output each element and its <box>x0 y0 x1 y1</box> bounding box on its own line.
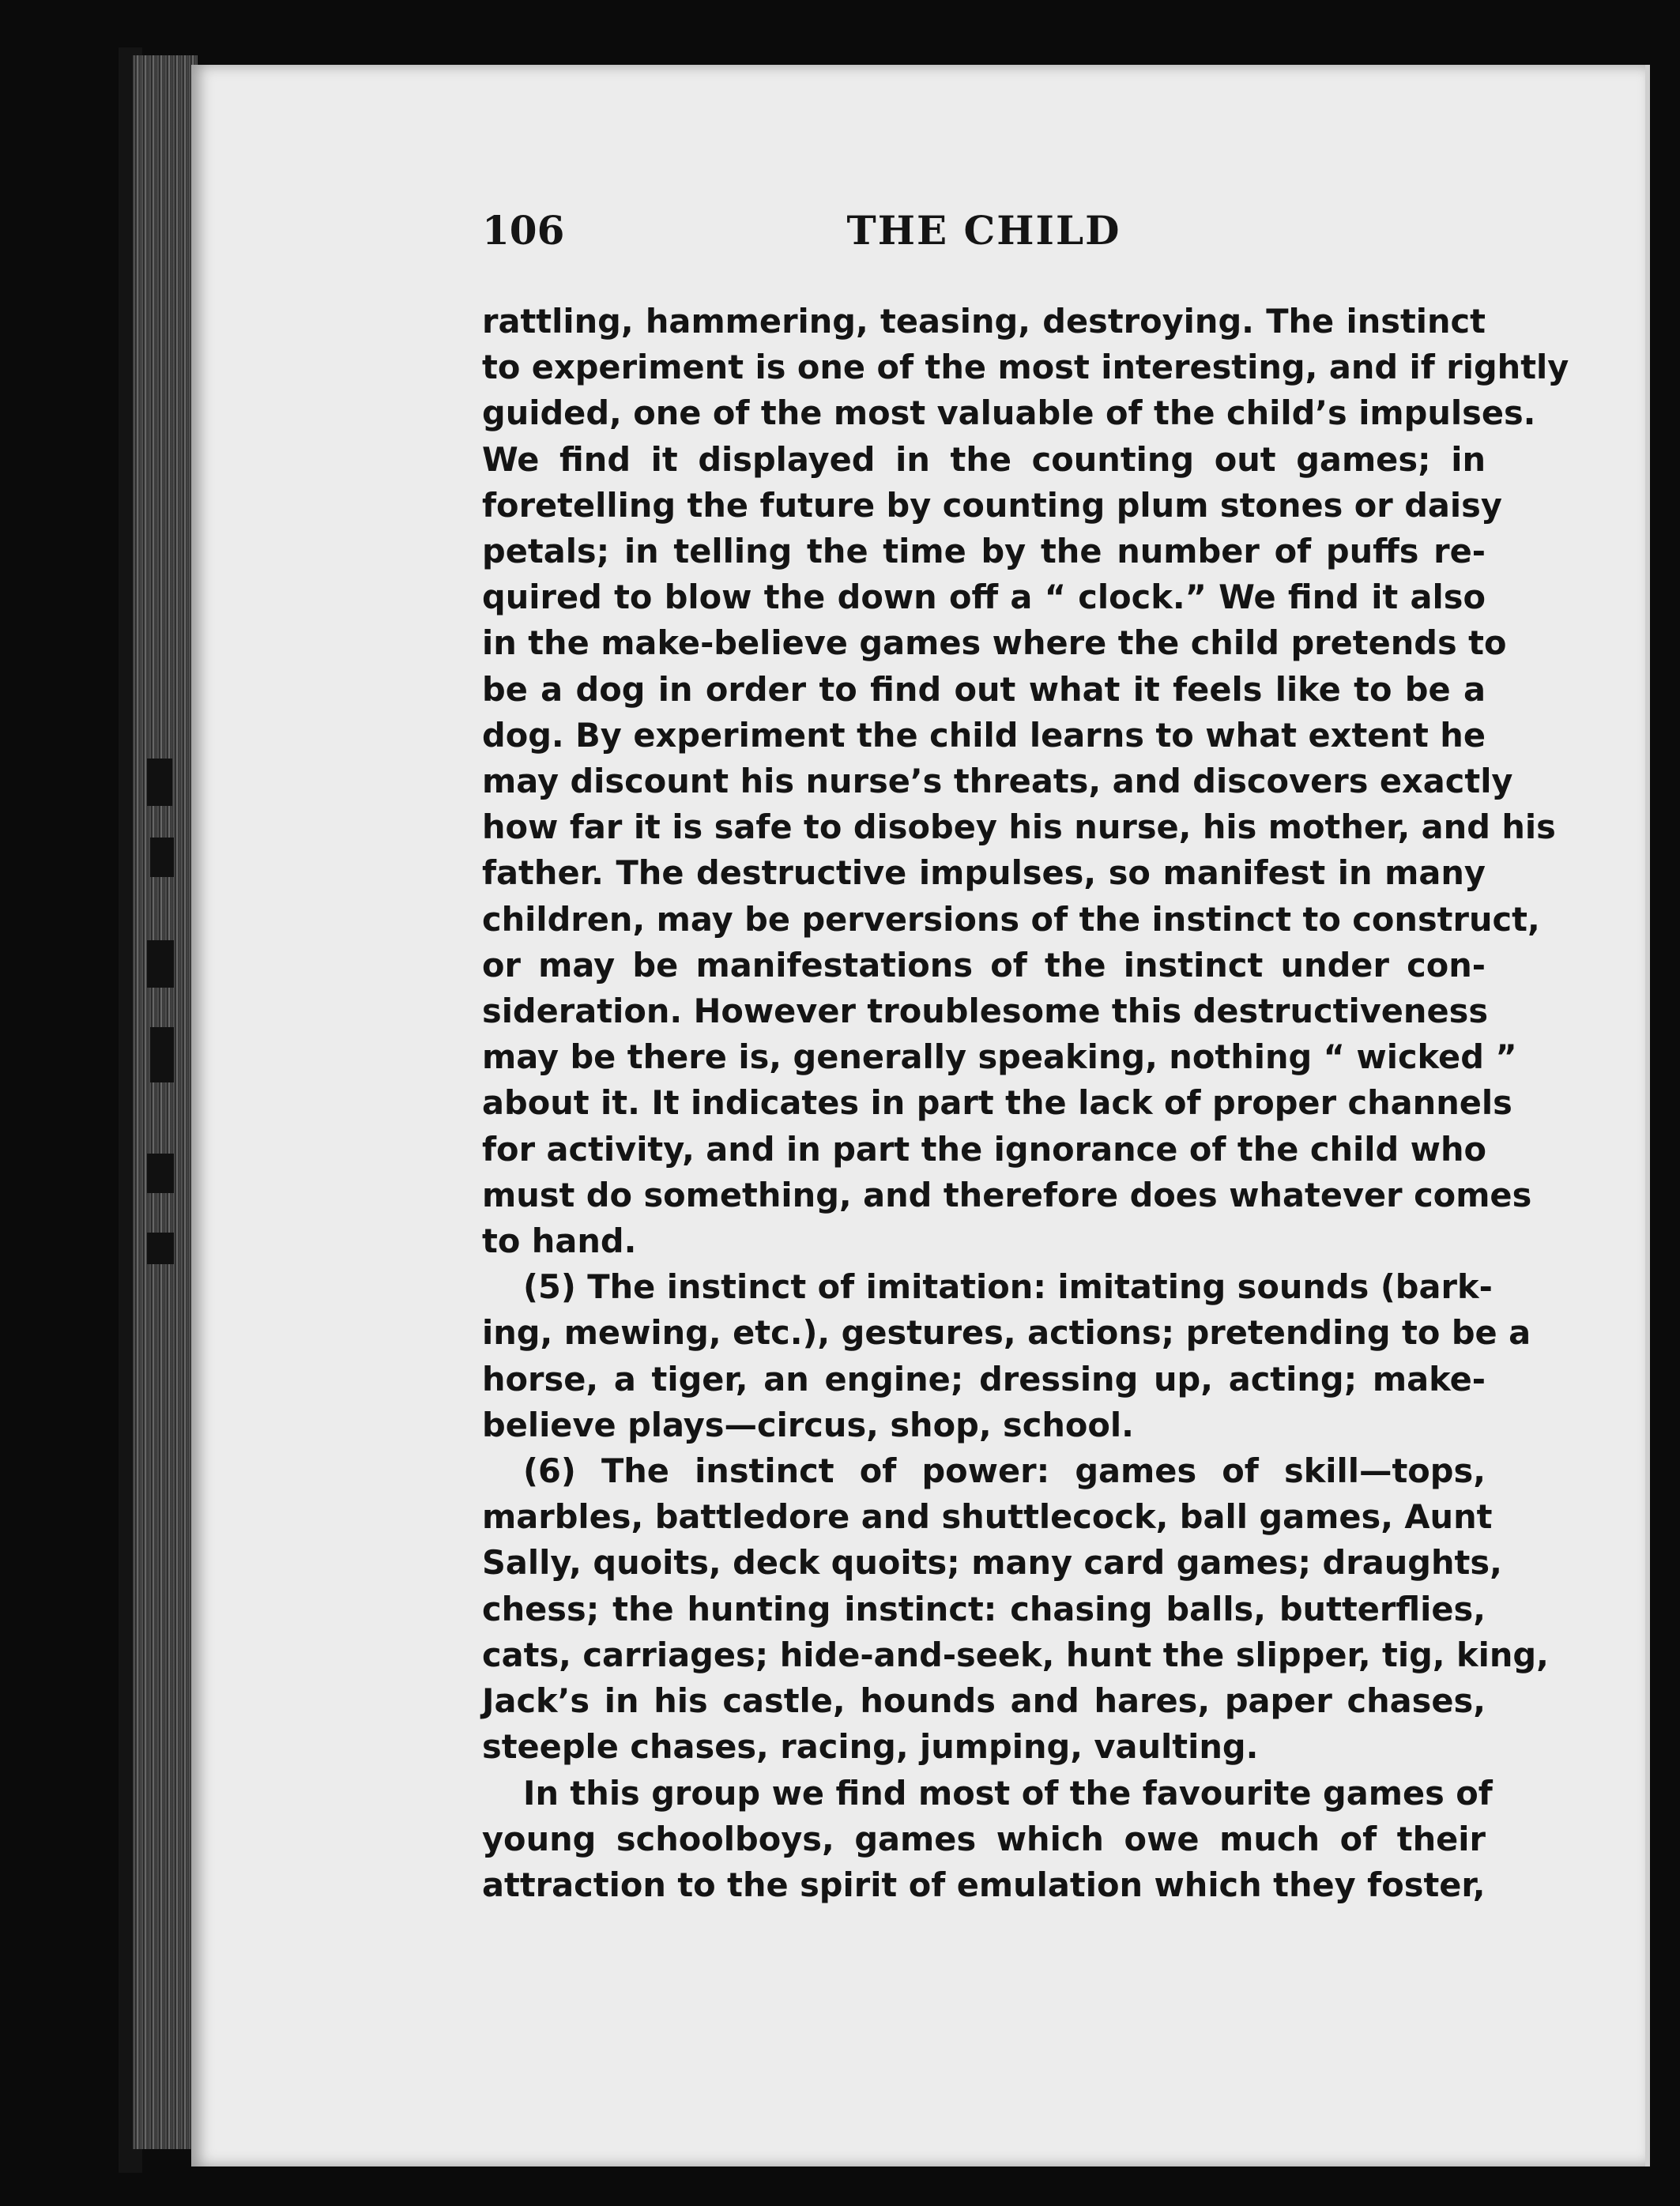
text-line: may discount his nurse’s threats, and discovers exactly <box>482 762 1513 801</box>
text-line: for activity, and in part the ignorance of the child who <box>482 1129 1486 1169</box>
page-header <box>482 207 1486 270</box>
scan-mark <box>150 838 174 877</box>
text-line: (5) The instinct of imitation: imitating sounds (bark- <box>523 1267 1493 1307</box>
scan-mark <box>147 940 174 988</box>
paragraph <box>482 1448 1549 1770</box>
text-line: or may be manifestations of the instinct under con- <box>482 945 1486 984</box>
text-line: to hand. <box>482 1222 637 1261</box>
text-line: sideration. However troublesome this destructiveness <box>482 992 1489 1031</box>
text-line: children, may be perversions of the instinct to construct, <box>482 899 1540 939</box>
text-line: in the make-believe games where the child pretends to <box>482 623 1507 663</box>
text-line: chess; the hunting instinct: chasing balls, butterflies, <box>482 1589 1486 1628</box>
scan-mark <box>147 759 172 806</box>
page-number: 106 <box>482 207 565 254</box>
page-right-edge <box>1645 65 1650 2166</box>
text-line: be a dog in order to find out what it feels like to be a <box>482 669 1486 709</box>
paragraph <box>482 299 1569 1264</box>
text-line: attraction to the spirit of emulation which they foster, <box>482 1865 1486 1904</box>
text-line: petals; in telling the time by the number of puffs re- <box>482 532 1486 571</box>
text-line: quired to blow the down off a “ clock.” We find it also <box>482 578 1486 617</box>
book-spine-edge <box>133 55 198 2149</box>
text-line: (6) The instinct of power: games of skill—tops, <box>523 1451 1486 1491</box>
text-line: marbles, battledore and shuttlecock, ball games, Aunt <box>482 1497 1493 1537</box>
text-line: horse, a tiger, an engine; dressing up, acting; make- <box>482 1359 1486 1399</box>
scan-mark <box>150 1027 174 1082</box>
text-line: dog. By experiment the child learns to what extent he <box>482 715 1486 755</box>
text-line: foretelling the future by counting plum stones or daisy <box>482 485 1502 525</box>
body-text <box>482 299 1569 1908</box>
text-line: rattling, hammering, teasing, destroying. The instinct <box>482 302 1486 341</box>
text-line: believe plays—circus, shop, school. <box>482 1405 1134 1444</box>
text-line: must do something, and therefore does whatever comes <box>482 1175 1532 1214</box>
text-line: steeple chases, racing, jumping, vaulting. <box>482 1727 1259 1767</box>
running-head: THE CHILD <box>846 207 1121 254</box>
text-line: young schoolboys, games which owe much of their <box>482 1819 1486 1858</box>
text-line: to experiment is one of the most interesting, and if rightly <box>482 348 1569 387</box>
paragraph <box>482 1264 1531 1448</box>
text-line: ing, mewing, etc.), gestures, actions; pretending to be a <box>482 1313 1531 1353</box>
text-line: guided, one of the most valuable of the child’s impulses. <box>482 393 1536 433</box>
text-line: Sally, quoits, deck quoits; many card games; draughts, <box>482 1543 1502 1583</box>
paragraph <box>482 1771 1493 1909</box>
text-line: about it. It indicates in part the lack of proper channels <box>482 1083 1512 1123</box>
scan-mark <box>147 1154 174 1193</box>
text-line: In this group we find most of the favourite games of <box>523 1773 1493 1813</box>
text-line: cats, carriages; hide-and-seek, hunt the slipper, tig, king, <box>482 1635 1549 1674</box>
scan-mark <box>147 1233 174 1264</box>
text-line: Jack’s in his castle, hounds and hares, paper chases, <box>482 1681 1486 1721</box>
text-line: may be there is, generally speaking, nothing “ wicked ” <box>482 1037 1517 1077</box>
text-line: father. The destructive impulses, so manifest in many <box>482 853 1486 893</box>
text-line: We find it displayed in the counting out games; in <box>482 439 1486 479</box>
text-line: how far it is safe to disobey his nurse, his mother, and his <box>482 807 1556 847</box>
